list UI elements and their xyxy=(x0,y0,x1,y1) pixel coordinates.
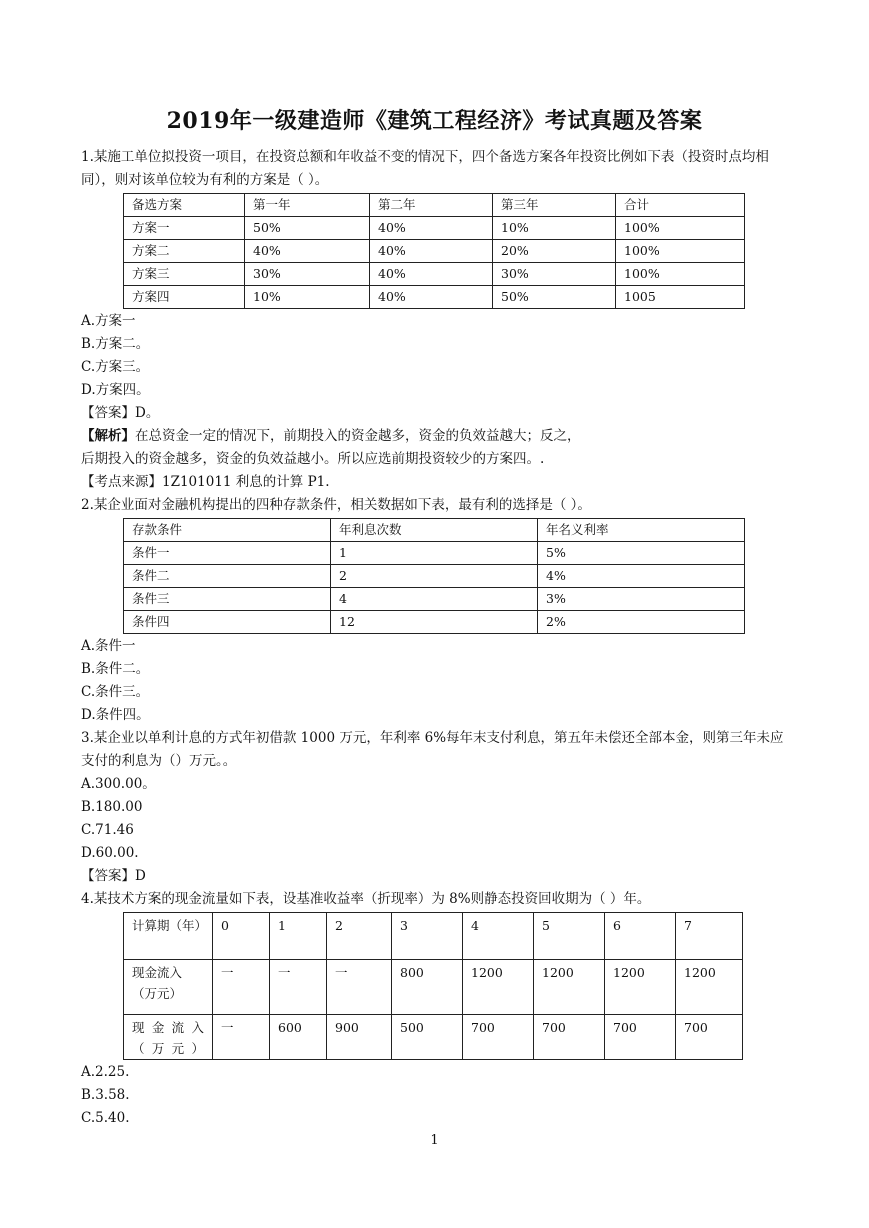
q1-option-d: D.方案四。 xyxy=(81,382,150,398)
table-cell: 7 xyxy=(676,913,743,960)
table-cell: 1005 xyxy=(616,286,745,309)
table-cell: 1 xyxy=(331,542,538,565)
table-cell: 年名义利率 xyxy=(538,519,745,542)
table-cell: 20% xyxy=(493,240,616,263)
table-cell: 2 xyxy=(331,565,538,588)
table-cell: 1200 xyxy=(463,960,534,1015)
table-row xyxy=(124,542,745,565)
q3-answer: 【答案】D xyxy=(81,868,146,884)
q4-option-a: A.2.25. xyxy=(81,1064,130,1080)
table-row xyxy=(124,588,745,611)
table-cell: 存款条件 xyxy=(124,519,331,542)
table-cell: 1200 xyxy=(534,960,605,1015)
table-cell: 3% xyxy=(538,588,745,611)
table-cell: 10% xyxy=(245,286,370,309)
table-row xyxy=(124,611,745,634)
q1-answer: 【答案】D。 xyxy=(81,405,160,421)
table-cell: 第一年 xyxy=(245,194,370,217)
q2-option-a: A.条件一 xyxy=(81,638,136,654)
table-cell: 方案四 xyxy=(124,286,245,309)
table-cell: 40% xyxy=(370,240,493,263)
table-cell: 50% xyxy=(245,217,370,240)
table-cell: 500 xyxy=(392,1015,463,1060)
table-cell: 0 xyxy=(213,913,270,960)
table-cell: 10% xyxy=(493,217,616,240)
table-header-row xyxy=(124,194,745,217)
table-row xyxy=(124,960,743,1015)
table-row xyxy=(124,565,745,588)
table-cell: 方案二 xyxy=(124,240,245,263)
table-cell: 方案一 xyxy=(124,217,245,240)
analysis-text-1: 在总资金一定的情况下，前期投入的资金越多，资金的负效益越大；反之， xyxy=(135,428,581,444)
table-cell: 2% xyxy=(538,611,745,634)
q3-stem: 3.某企业以单利计息的方式年初借款 1000 万元，年利率 6%每年末支付利息，第五年未偿还全部本金，则第三年未应支付的利息为（）万元。。 xyxy=(81,730,784,769)
table-cell: 备选方案 xyxy=(124,194,245,217)
document-title: 2019年一级建造师《建筑工程经济》考试真题及答案 xyxy=(166,108,703,134)
table-cell: 条件四 xyxy=(124,611,331,634)
table-cell: 3 xyxy=(392,913,463,960)
q2-stem: 2.某企业面对金融机构提出的四种存款条件，相关数据如下表，最有利的选择是（ ）。 xyxy=(81,497,591,513)
table-cell: 800 xyxy=(392,960,463,1015)
table-cell: 条件二 xyxy=(124,565,331,588)
table-row xyxy=(124,240,745,263)
table-cell: 4 xyxy=(331,588,538,611)
table-cell: 100% xyxy=(616,263,745,286)
table-cell: 2 xyxy=(327,913,392,960)
table-cell: 30% xyxy=(245,263,370,286)
table-cell: 700 xyxy=(676,1015,743,1060)
table-cell: 30% xyxy=(493,263,616,286)
table-cell: 700 xyxy=(463,1015,534,1060)
table-row xyxy=(124,286,745,309)
table-cell: 1200 xyxy=(605,960,676,1015)
q4-option-c: C.5.40. xyxy=(81,1110,130,1126)
q3-option-b: B.180.00 xyxy=(81,799,143,815)
q2-table xyxy=(123,518,745,634)
table-cell: 12 xyxy=(331,611,538,634)
table-cell: 年利息次数 xyxy=(331,519,538,542)
q1-stem: 1.某施工单位拟投资一项目，在投资总额和年收益不变的情况下，四个备选方案各年投资比例如下表（投资时点均相同），则对该单位较为有利的方案是（ ）。 xyxy=(81,149,769,188)
table-cell: 700 xyxy=(605,1015,676,1060)
table-cell: 计算期（年） xyxy=(124,913,213,960)
table-cell: 1200 xyxy=(676,960,743,1015)
table-cell: 一 xyxy=(213,960,270,1015)
q2-option-b: B.条件二。 xyxy=(81,661,150,677)
page-number: 1 xyxy=(430,1133,439,1148)
table-row xyxy=(124,263,745,286)
table-cell: 900 xyxy=(327,1015,392,1060)
table-cell: 6 xyxy=(605,913,676,960)
q3-option-c: C.71.46 xyxy=(81,822,134,838)
q1-option-c: C.方案三。 xyxy=(81,359,150,375)
q3-option-d: D.60.00. xyxy=(81,845,139,861)
table-cell: 40% xyxy=(370,286,493,309)
table-cell: 一 xyxy=(270,960,327,1015)
table-cell: 50% xyxy=(493,286,616,309)
table-cell: 100% xyxy=(616,240,745,263)
q2-option-c: C.条件三。 xyxy=(81,684,150,700)
table-cell: 合计 xyxy=(616,194,745,217)
table-cell: 条件三 xyxy=(124,588,331,611)
analysis-label: 【解析】 xyxy=(81,428,135,444)
q1-analysis-cont: 后期投入的资金越多，资金的负效益越小。所以应选前期投资较少的方案四。. xyxy=(81,451,545,467)
table-header-row xyxy=(124,519,745,542)
table-row xyxy=(124,217,745,240)
table-cell: 一 xyxy=(327,960,392,1015)
table-cell: 现金流入（万元） xyxy=(124,960,213,1015)
q1-analysis xyxy=(81,425,789,448)
table-cell: 5% xyxy=(538,542,745,565)
q2-option-d: D.条件四。 xyxy=(81,707,150,723)
q1-table xyxy=(123,193,745,309)
table-cell: 700 xyxy=(534,1015,605,1060)
table-cell: 方案三 xyxy=(124,263,245,286)
table-cell: 1 xyxy=(270,913,327,960)
table-cell: 40% xyxy=(370,217,493,240)
table-cell: 40% xyxy=(370,263,493,286)
table-cell: 现金流入（万元） xyxy=(124,1015,213,1060)
table-cell: 一 xyxy=(213,1015,270,1060)
table-cell: 4 xyxy=(463,913,534,960)
table-cell: 4% xyxy=(538,565,745,588)
table-header-row xyxy=(124,913,743,960)
q4-option-b: B.3.58. xyxy=(81,1087,130,1103)
table-cell: 第三年 xyxy=(493,194,616,217)
table-row xyxy=(124,1015,743,1060)
table-cell: 条件一 xyxy=(124,542,331,565)
table-cell: 100% xyxy=(616,217,745,240)
q4-stem: 4.某技术方案的现金流量如下表，设基准收益率（折现率）为 8%则静态投资回收期为（ ）年。 xyxy=(81,891,651,907)
q3-option-a: A.300.00。 xyxy=(81,776,156,792)
q1-option-b: B.方案二。 xyxy=(81,336,150,352)
q1-source: 【考点来源】1Z101011 利息的计算 P1. xyxy=(81,474,330,490)
document-body xyxy=(81,146,789,1130)
table-cell: 40% xyxy=(245,240,370,263)
q1-option-a: A.方案一 xyxy=(81,313,136,329)
table-cell: 第二年 xyxy=(370,194,493,217)
table-cell: 600 xyxy=(270,1015,327,1060)
table-cell: 5 xyxy=(534,913,605,960)
q4-table xyxy=(123,912,743,1060)
